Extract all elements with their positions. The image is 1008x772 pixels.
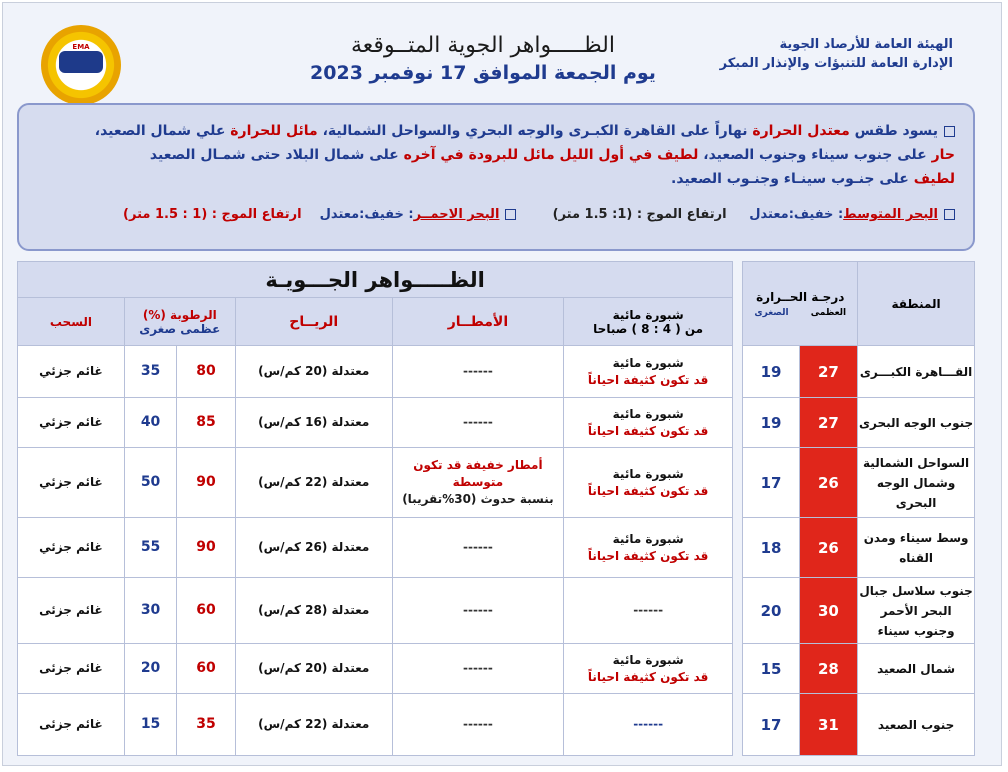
wind-cell: معتدلة (20 كم/س)	[235, 346, 392, 398]
wind-cell: معتدلة (22 كم/س)	[235, 448, 392, 518]
wind-cell: معتدلة (20 كم/س)	[235, 644, 392, 694]
wind-cell: معتدلة (26 كم/س)	[235, 518, 392, 578]
humidity-min: 30	[124, 578, 176, 644]
region-name: شمال الصعيد	[858, 644, 975, 694]
region-name: جنوب الوجه البحرى	[858, 398, 975, 448]
sea-state-line: البحر المتوسط: خفيف:معتدل ارتفاع الموج : (1: 1.5 متر) البحر الاحمــر: خفيف:معتدل ارتفاع الموج : (1 : 1.5 متر)	[33, 203, 955, 227]
rain-cell: أمطار خفيفة قد تكون متوسطة بنسبة حدوث (30%تقريبا)	[392, 448, 563, 518]
organization-name	[720, 35, 953, 73]
temp-max: 28	[799, 644, 857, 694]
logo-emblem-icon	[59, 51, 103, 73]
red-sea-label: البحر الاحمــر	[413, 207, 500, 222]
region-name: وسط سيناء ومدن القناه	[858, 518, 975, 578]
cloud-cell: غائم جزئى	[18, 644, 125, 694]
fog-cell: شبورة مائية قد تكون كثيفة احياناً	[564, 398, 733, 448]
med-sea-wave: ارتفاع الموج : (1: 1.5 متر)	[552, 207, 727, 222]
red-sea-wave: ارتفاع الموج : (1 : 1.5 متر)	[123, 207, 302, 222]
cloud-cell: غائم جزئى	[18, 694, 125, 756]
checkbox-icon	[944, 209, 955, 220]
humidity-min: 20	[124, 644, 176, 694]
summary-line-3: لطيف على جنـوب سينـاء وجنـوب الصعيد.	[671, 171, 955, 187]
temp-max: 30	[799, 578, 857, 644]
region-name: السواحل الشمالية وشمال الوجه البحرى	[858, 448, 975, 518]
temp-min: 17	[743, 448, 799, 518]
temp-min: 20	[743, 578, 799, 644]
humidity-min: 40	[124, 398, 176, 448]
region-name: جنوب سلاسل جبال البحر الأحمر وجنوب سيناء	[858, 578, 975, 644]
temp-max: 31	[799, 694, 857, 756]
org-line-1: الهيئة العامة للأرصاد الجوية	[779, 37, 953, 52]
summary-line-1: يسود طقس معتدل الحرارة نهاراً على القاهرة الكبـرى والوجه البحري والسواحل الشمالية، مائل للحرارة علي شمال الصعيد،	[33, 119, 955, 143]
header-min: الصغرى	[754, 307, 789, 318]
header-humidity: الرطوبة (%) عظمى صغرى	[124, 298, 235, 346]
wind-cell: معتدلة (22 كم/س)	[235, 694, 392, 756]
header-region: المنطقة	[858, 262, 975, 346]
header-max: العظمى	[810, 307, 847, 318]
rain-cell: ------	[392, 694, 563, 756]
header-rain: الأمطــار	[392, 298, 563, 346]
cloud-cell: غائم جزئي	[18, 346, 125, 398]
med-sea-label: البحر المتوسط	[843, 207, 938, 222]
bulletin-frame	[2, 2, 1002, 766]
header-clouds: السحب	[18, 298, 125, 346]
logo-text: EMA	[72, 43, 90, 51]
table-row	[18, 694, 975, 756]
temp-min: 19	[743, 346, 799, 398]
table-row	[18, 644, 975, 694]
table-row	[18, 578, 975, 644]
fog-cell: ------	[564, 578, 733, 644]
rain-cell: ------	[392, 518, 563, 578]
weather-summary-box	[17, 103, 975, 251]
table-row	[18, 346, 975, 398]
fog-cell: شبورة مائية قد تكون كثيفة احياناً	[564, 346, 733, 398]
temp-max: 27	[799, 398, 857, 448]
table-row	[18, 398, 975, 448]
humidity-min: 50	[124, 448, 176, 518]
header-temperature: درجـة الحــرارة العظمى الصغرى	[743, 262, 858, 346]
humidity-min: 15	[124, 694, 176, 756]
fog-cell: شبورة مائية قد تكون كثيفة احياناً	[564, 644, 733, 694]
cloud-cell: غائم جزئي	[18, 398, 125, 448]
wind-cell: معتدلة (28 كم/س)	[235, 578, 392, 644]
rain-cell: ------	[392, 578, 563, 644]
org-line-2: الإدارة العامة للتنبؤات والإنذار المبكر	[719, 56, 953, 71]
temp-min: 19	[743, 398, 799, 448]
humidity-max: 90	[177, 448, 235, 518]
cloud-cell: غائم جزئى	[18, 578, 125, 644]
header-fog: شبورة مائية من ( 4 : 8 ) صباحا	[564, 298, 733, 346]
bulletin-date: يوم الجمعة الموافق 17 نوفمبر 2023	[310, 62, 656, 84]
humidity-max: 85	[177, 398, 235, 448]
humidity-min: 35	[124, 346, 176, 398]
fog-cell: شبورة مائية قد تكون كثيفة احياناً	[564, 518, 733, 578]
bulletin-title-block	[303, 33, 663, 84]
temp-min: 17	[743, 694, 799, 756]
fog-cell: شبورة مائية قد تكون كثيفة احياناً	[564, 448, 733, 518]
ema-logo	[41, 25, 121, 105]
fog-cell: ------	[564, 694, 733, 756]
humidity-max: 60	[177, 644, 235, 694]
cloud-cell: غائم جزئي	[18, 448, 125, 518]
temp-min: 18	[743, 518, 799, 578]
humidity-max: 80	[177, 346, 235, 398]
region-name: جنوب الصعيد	[858, 694, 975, 756]
region-name: القـــاهرة الكبـــرى	[858, 346, 975, 398]
rain-cell: ------	[392, 398, 563, 448]
checkbox-icon	[505, 209, 516, 220]
forecast-table	[17, 261, 975, 756]
table-row	[18, 518, 975, 578]
checkbox-icon	[944, 126, 955, 137]
wind-cell: معتدلة (16 كم/س)	[235, 398, 392, 448]
summary-line-2: حار على جنوب سيناء وجنوب الصعيد، لطيف في أول الليل مائل للبرودة في آخره على شمال البلاد حتى شمـال الصعيد	[149, 147, 955, 163]
table-title: الظـــــواهر الجـــويـة	[18, 262, 733, 298]
humidity-max: 60	[177, 578, 235, 644]
temp-max: 26	[799, 448, 857, 518]
cloud-cell: غائم جزئي	[18, 518, 125, 578]
bulletin-title: الظـــــواهر الجوية المتــوقعة	[351, 33, 615, 58]
humidity-min: 55	[124, 518, 176, 578]
rain-cell: ------	[392, 346, 563, 398]
header-wind: الريــاح	[235, 298, 392, 346]
humidity-max: 35	[177, 694, 235, 756]
humidity-max: 90	[177, 518, 235, 578]
temp-max: 27	[799, 346, 857, 398]
temp-max: 26	[799, 518, 857, 578]
table-row	[18, 448, 975, 518]
temp-min: 15	[743, 644, 799, 694]
rain-cell: ------	[392, 644, 563, 694]
